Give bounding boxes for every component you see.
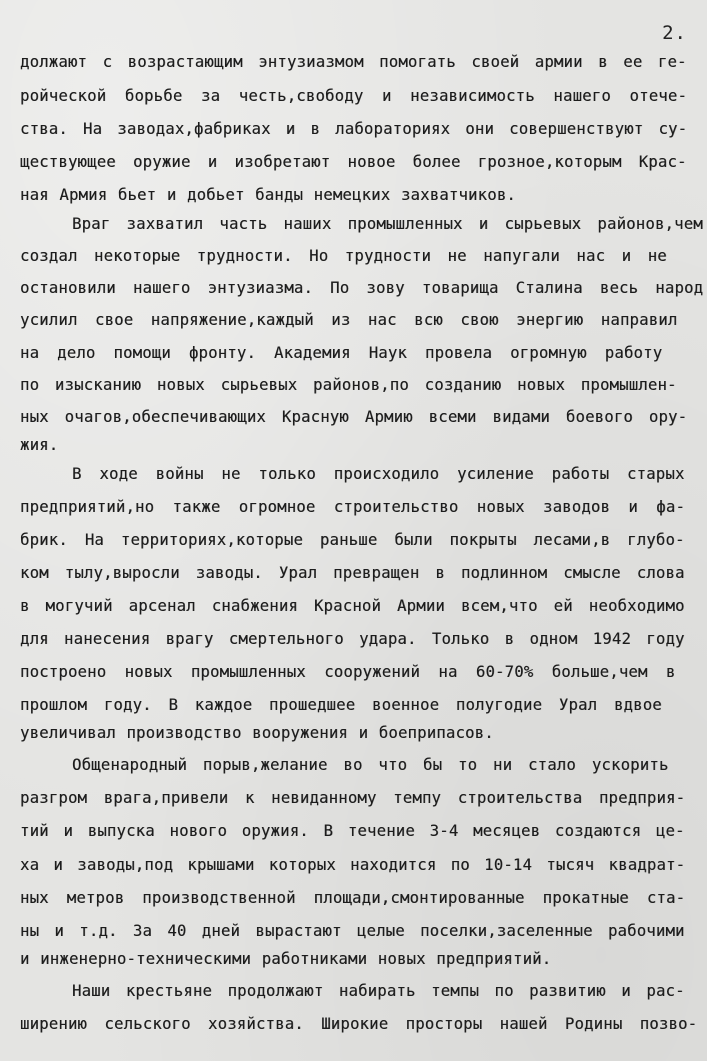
text-line: по изысканию новых сырьевых районов,по созданию новых промышлен- bbox=[20, 376, 677, 394]
text-line: ных очагов,обеспечивающих Красную Армию всеми видами боевого ору- bbox=[20, 408, 688, 426]
text-line: в могучий арсенал снабжения Красной Армии всем,что ей необходимо bbox=[20, 597, 685, 615]
page-number: 2. bbox=[662, 22, 687, 44]
text-line: для нанесения врагу смертельного удара. Только в одном 1942 году bbox=[20, 630, 685, 648]
text-line: прошлом году. В каждое прошедшее военное полугодие Урал вдвое bbox=[20, 696, 662, 714]
text-line: тий и выпуска нового оружия. В течение 3-4 месяцев создаются це- bbox=[20, 822, 685, 840]
text-line: ная Армия бьет и добьет банды немецких захватчиков. bbox=[20, 186, 516, 204]
text-line: Наши крестьяне продолжают набирать темпы по развитию и рас- bbox=[72, 982, 685, 1000]
text-line: жия. bbox=[20, 436, 59, 454]
text-line: на дело помощи фронту. Академия Наук провела огромную работу bbox=[20, 344, 663, 362]
text-line: усилил свое напряжение,каждый из нас всю свою энергию направил bbox=[20, 311, 678, 329]
text-line: остановили нашего энтузиазма. По зову товарища Сталина весь народ bbox=[20, 279, 704, 297]
text-line: должают с возрастающим энтузиазмом помогать своей армии в ее ге- bbox=[20, 53, 687, 71]
text-line: брик. На территориях,которые раньше были покрыты лесами,в глубо- bbox=[20, 531, 685, 549]
text-line: ны и т.д. За 40 дней вырастают целые поселки,заселенные рабочими bbox=[20, 922, 685, 940]
text-line: разгром врага,привели к невиданному темпу строительства предприя- bbox=[20, 789, 686, 807]
text-line: создал некоторые трудности. Но трудности не напугали нас и не bbox=[20, 247, 667, 265]
text-line: Враг захватил часть наших промышленных и сырьевых районов,чем bbox=[72, 215, 703, 233]
text-line: ширению сельского хозяйства. Широкие просторы нашей Родины позво- bbox=[20, 1015, 698, 1033]
text-line: предприятий,но также огромное строительство новых заводов и фа- bbox=[20, 498, 686, 516]
text-line: ройческой борьбе за честь,свободу и независимость нашего отече- bbox=[20, 87, 688, 105]
text-line: В ходе войны не только происходило усиление работы старых bbox=[72, 465, 685, 483]
text-line: Общенародный порыв,желание во что бы то ни стало ускорить bbox=[72, 756, 669, 774]
text-line: ществующее оружие и изобретают новое более грозное,которым Крас- bbox=[20, 153, 687, 171]
text-line: и инженерно-техническими работниками новых предприятий. bbox=[20, 950, 552, 968]
text-line: ных метров производственной площади,смонтированные прокатные ста- bbox=[20, 889, 686, 907]
text-line: увеличивал производство вооружения и боеприпасов. bbox=[20, 724, 494, 742]
text-line: ком тылу,выросли заводы. Урал превращен в подлинном смысле слова bbox=[20, 564, 685, 582]
text-line: построено новых промышленных сооружений на 60-70% больше,чем в bbox=[20, 663, 676, 681]
text-line: ха и заводы,под крышами которых находится по 10-14 тысяч квадрат- bbox=[20, 856, 686, 874]
text-line: ства. На заводах,фабриках и в лабораториях они совершенствуют су- bbox=[20, 120, 688, 138]
